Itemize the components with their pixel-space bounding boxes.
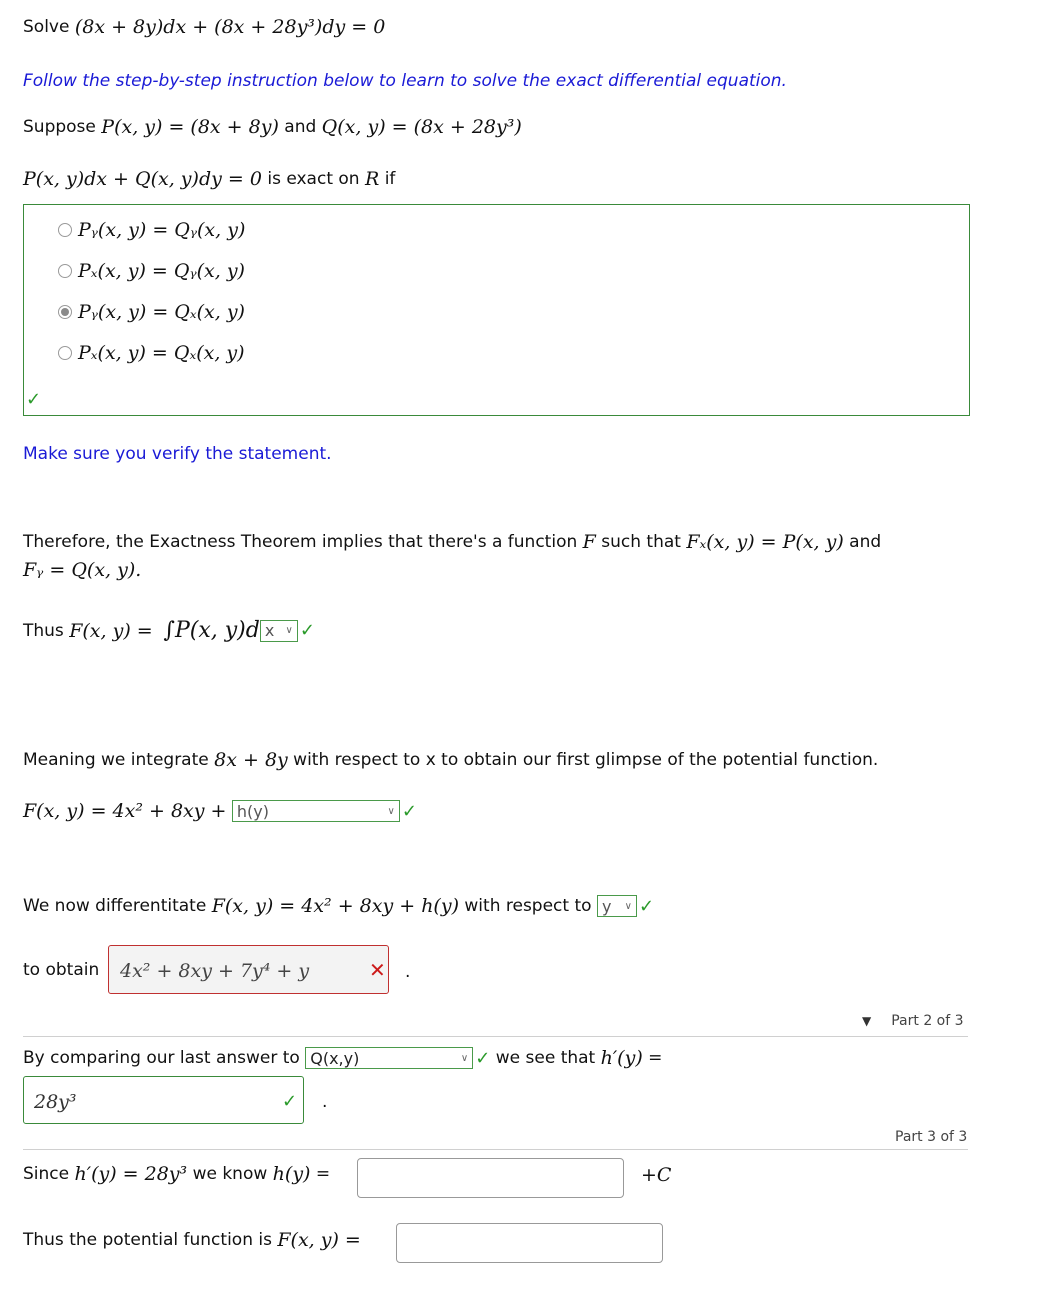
integrate-text-b: with respect to x to obtain our first glimpse of the potential function.	[293, 750, 879, 770]
exact-text: is exact on	[267, 169, 360, 189]
theorem-text-a: Therefore, the Exactness Theorem implies that there's a function	[23, 532, 578, 552]
equals: =	[315, 1164, 331, 1184]
verify-note: Make sure you verify the statement.	[23, 444, 332, 464]
part-label: Part 2 of 3	[891, 1013, 964, 1029]
h-term-select[interactable]	[232, 800, 400, 822]
check-icon: ✓	[401, 800, 417, 822]
p-definition: P(x, y) = (8x + 8y)	[101, 116, 279, 138]
chevron-down-icon: ∨	[387, 805, 395, 817]
equals: =	[648, 1048, 663, 1068]
radio-button[interactable]	[58, 264, 72, 278]
choice-label: Pₓ(x, y) = Qᵧ(x, y)	[78, 260, 245, 282]
check-icon: ✓	[638, 895, 655, 917]
h-prime: h′(y)	[600, 1047, 643, 1069]
select-value: x	[264, 621, 275, 640]
chevron-down-icon: ∨	[285, 625, 293, 636]
since-text-a: Since	[23, 1164, 70, 1184]
divider	[23, 1036, 968, 1037]
select-value: y	[601, 896, 612, 916]
problem-equation: (8x + 8y)dx + (8x + 28y³)dy = 0	[74, 16, 386, 38]
compare-select[interactable]	[305, 1047, 473, 1069]
problem-prefix: Solve	[23, 17, 70, 37]
answer-value: 4x² + 8xy + 7y⁴ + y	[120, 960, 310, 982]
h-prime-answer-field[interactable]	[23, 1076, 304, 1124]
theorem-line-1	[23, 531, 881, 553]
potential-line	[23, 1229, 361, 1251]
radio-button-selected[interactable]	[58, 305, 72, 319]
compare-text-a: By comparing our last answer to	[23, 1048, 300, 1068]
since-line	[23, 1163, 330, 1185]
function-f: F	[582, 531, 596, 553]
differentiate-expression: F(x, y) = 4x² + 8xy + h(y)	[211, 895, 459, 917]
check-icon: ✓	[282, 1091, 298, 1112]
first-f-line	[23, 800, 417, 822]
potential-answer-input[interactable]	[396, 1223, 663, 1263]
check-icon: ✓	[299, 620, 315, 641]
radio-button[interactable]	[58, 223, 72, 237]
part-3-label: Part 3 of 3	[895, 1129, 968, 1145]
instruction-text: Follow the step-by-step instruction below to learn to solve the exact differential equation.	[23, 71, 787, 91]
suppose-line	[23, 116, 522, 138]
since-text-b: we know	[192, 1164, 268, 1184]
and-word: and	[849, 532, 882, 552]
compare-line	[23, 1047, 662, 1069]
part-2-header[interactable]	[862, 1013, 964, 1029]
choice-label: Pᵧ(x, y) = Qₓ(x, y)	[78, 301, 245, 323]
choice-option[interactable]	[58, 342, 245, 364]
potential-lhs: F(x, y) =	[277, 1229, 361, 1251]
chevron-down-icon: ∨	[624, 900, 632, 912]
f-lhs: F(x, y) =	[69, 619, 153, 642]
choice-option[interactable]	[58, 260, 245, 282]
choices-box	[23, 204, 970, 416]
chevron-down-icon: ∨	[460, 1052, 469, 1064]
differentiate-text-b: with respect to	[464, 896, 592, 916]
fx-equation: Fₓ(x, y) = P(x, y)	[686, 531, 844, 553]
exact-condition-line	[23, 168, 395, 190]
check-icon: ✓	[475, 1047, 491, 1069]
integrate-line	[23, 749, 878, 771]
q-definition: Q(x, y) = (8x + 28y³)	[321, 116, 522, 138]
period: .	[405, 962, 411, 982]
choice-option[interactable]	[58, 219, 245, 241]
answer-value: 28y³	[34, 1091, 77, 1113]
integral-expression: ∫P(x, y)d	[163, 618, 260, 643]
choice-option-selected[interactable]	[58, 301, 245, 323]
check-icon: ✓	[26, 389, 42, 410]
period: .	[322, 1092, 328, 1112]
variable-select[interactable]	[260, 620, 298, 642]
obtain-label: to obtain	[23, 960, 100, 980]
exact-equation: P(x, y)dx + Q(x, y)dy = 0	[23, 168, 262, 190]
select-value: Q(x,y)	[310, 1048, 360, 1068]
close-icon: ✕	[369, 958, 386, 982]
problem-statement	[23, 16, 385, 38]
differentiate-text-a: We now differentitate	[23, 896, 207, 916]
if-word: if	[384, 169, 396, 189]
h-of-y: h(y)	[272, 1163, 311, 1185]
integral-line	[23, 618, 315, 643]
h-answer-input[interactable]	[357, 1158, 624, 1198]
potential-text: Thus the potential function is	[23, 1230, 272, 1250]
integrand: 8x + 8y	[214, 749, 288, 771]
theorem-text-b: such that	[601, 532, 681, 552]
thus-label: Thus	[23, 620, 64, 641]
and-word: and	[284, 117, 317, 137]
fy-equation: Fᵧ = Q(x, y).	[23, 559, 142, 581]
choice-label: Pᵧ(x, y) = Qᵧ(x, y)	[78, 219, 246, 241]
select-value: h(y)	[236, 801, 269, 821]
radio-button[interactable]	[58, 346, 72, 360]
integrate-text-a: Meaning we integrate	[23, 750, 209, 770]
triangle-down-icon: ▼	[862, 1014, 872, 1028]
h-prime-expression: h′(y) = 28y³	[74, 1163, 188, 1185]
variable-select[interactable]	[597, 895, 637, 917]
plus-c: +C	[641, 1164, 672, 1186]
derivative-answer-field[interactable]	[108, 945, 389, 994]
differentiate-line	[23, 895, 654, 917]
suppose-word: Suppose	[23, 117, 96, 137]
divider	[23, 1149, 968, 1150]
region-r: R	[364, 168, 380, 190]
first-f-expression: F(x, y) = 4x² + 8xy +	[23, 800, 227, 822]
choice-label: Pₓ(x, y) = Qₓ(x, y)	[78, 342, 245, 364]
compare-text-b: we see that	[495, 1048, 596, 1068]
